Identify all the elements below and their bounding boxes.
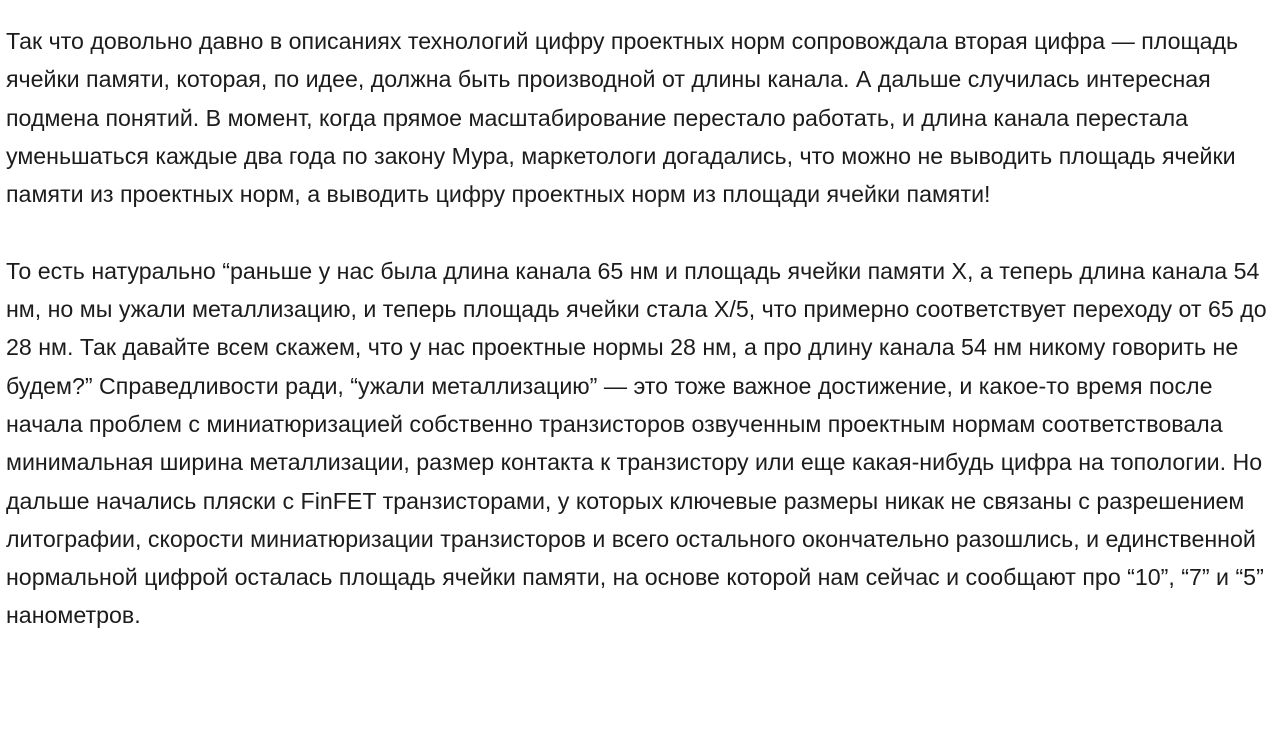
paragraph-2: То есть натурально “раньше у нас была длина канала 65 нм и площадь ячейки памяти X, а теперь длина канала 54 нм, но мы ужали металлизацию, и теперь площадь ячейки стала X/5, что примерно соответствует переходу от 65 до 28 нм. Так давайте всем скажем, что у нас проектные нормы 28 нм, а про длину канала 54 нм никому говорить не будем?” Справедливости ради, “ужали металлизацию” — это тоже важное достижение, и какое-то время после начала проблем с миниатюризацией собственно транзисторов озвученным проектным нормам соответствовала минимальная ширина металлизации, размер контакта к транзистору или еще какая-нибудь цифра на топологии. Но дальше начались пляски с FinFET транзисторами, у которых ключевые размеры никак не связаны с разрешением литографии, скорости миниатюризации транзисторов и всего остального окончательно разошлись, и единственной нормальной цифрой осталась площадь ячейки памяти, на основе которой нам сейчас и сообщают про “10”, “7” и “5” нанометров. bbox=[6, 257, 1267, 629]
article-body bbox=[6, 22, 1268, 635]
paragraph-1: Так что довольно давно в описаниях технологий цифру проектных норм сопровождала вторая цифра — площадь ячейки памяти, которая, по идее, должна быть производной от длины канала. А дальше случилась интересная подмена понятий. В момент, когда прямое масштабирование перестало работать, и длина канала перестала уменьшаться каждые два года по закону Мура, маркетологи догадались, что можно не выводить площадь ячейки памяти из проектных норм, а выводить цифру проектных норм из площади ячейки памяти! bbox=[6, 28, 1239, 208]
